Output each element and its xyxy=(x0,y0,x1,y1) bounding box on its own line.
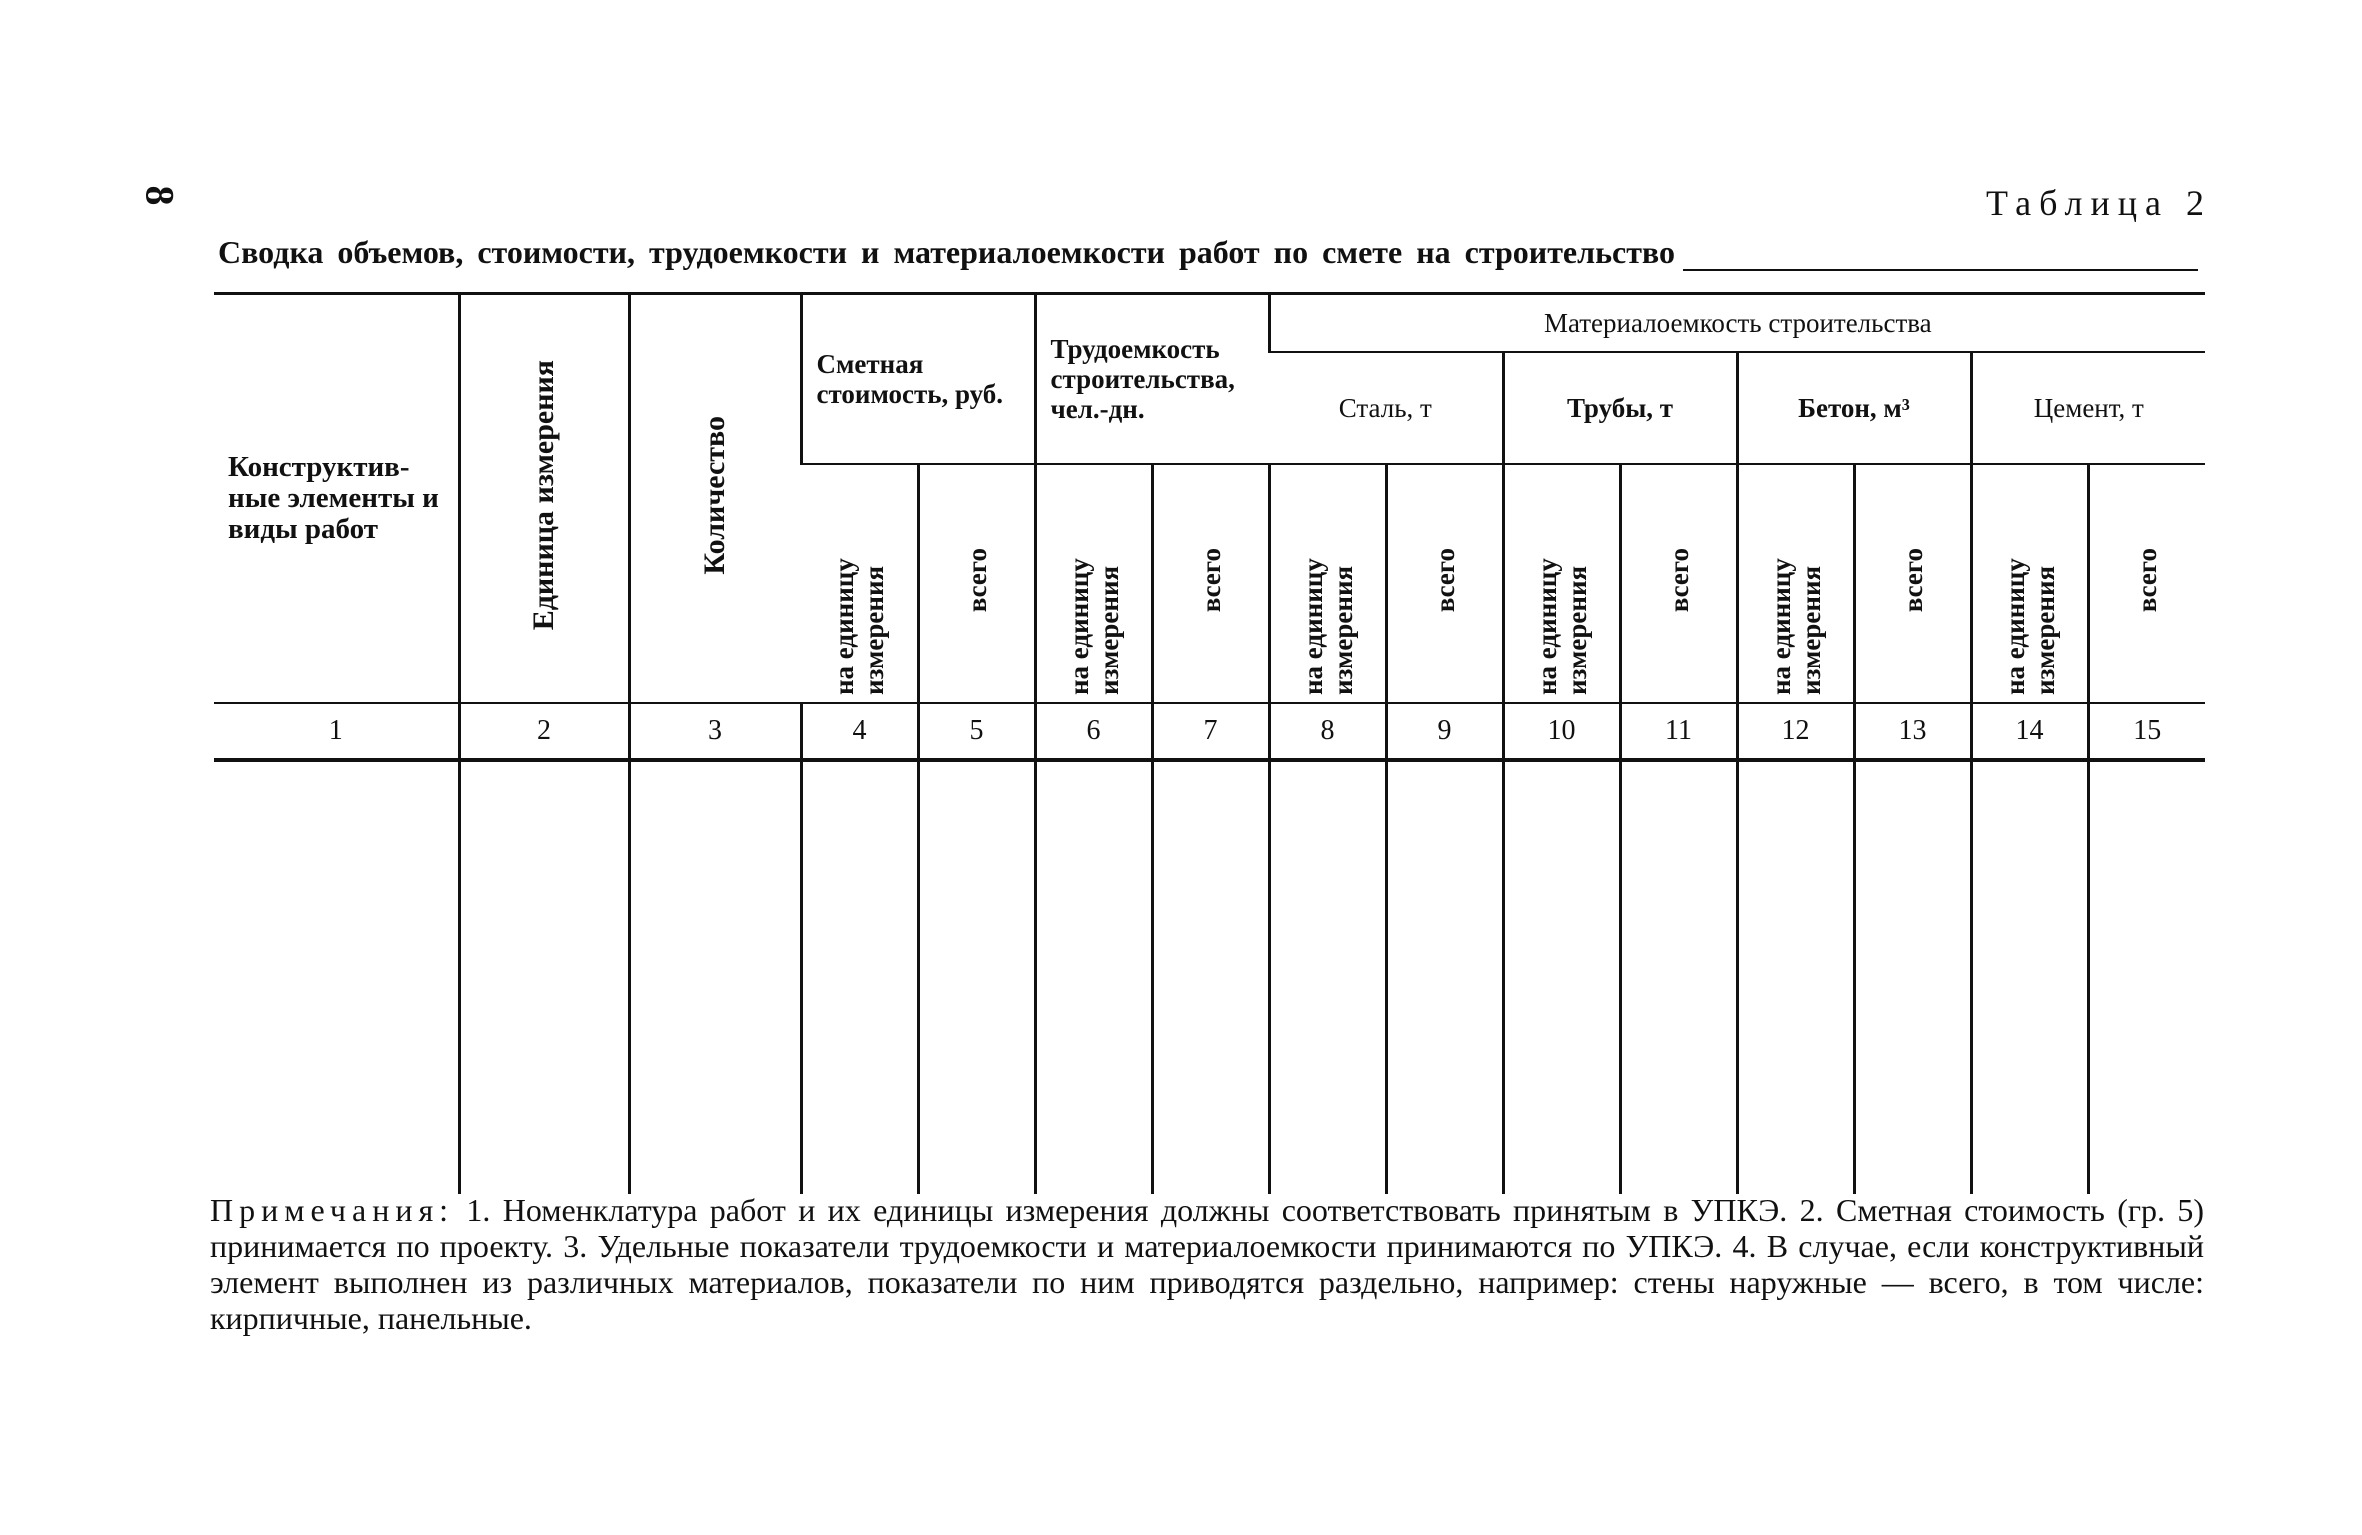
page-number: 8 xyxy=(137,185,183,206)
column-number: 9 xyxy=(1386,703,1503,760)
header-steel-per-unit xyxy=(1269,464,1386,703)
header-unit-text: Единица измерения xyxy=(527,359,560,631)
column-number: 14 xyxy=(1971,703,2088,760)
header-labor-per-unit xyxy=(1035,464,1152,703)
header-steel: Сталь, т xyxy=(1269,352,1503,464)
header-steel-total xyxy=(1386,464,1503,703)
column-number: 12 xyxy=(1737,703,1854,760)
per-unit-label: на единицу измерения xyxy=(1297,558,1358,695)
per-unit-label: на единицу измерения xyxy=(1765,558,1826,695)
column-number: 6 xyxy=(1035,703,1152,760)
total-label: всего xyxy=(961,547,992,613)
header-concrete-per-unit xyxy=(1737,464,1854,703)
body-cell xyxy=(918,760,1035,1194)
column-number: 3 xyxy=(629,703,801,760)
header-cost-total xyxy=(918,464,1035,703)
body-cell xyxy=(1503,760,1620,1194)
table-label: Таблица 2 xyxy=(1986,183,2212,223)
body-cell xyxy=(1035,760,1152,1194)
body-cell xyxy=(801,760,918,1194)
body-cell xyxy=(1152,760,1269,1194)
column-number: 8 xyxy=(1269,703,1386,760)
body-cell xyxy=(1386,760,1503,1194)
header-quantity xyxy=(629,294,801,704)
notes-lead: Примечания: xyxy=(210,1192,455,1228)
total-label: всего xyxy=(1429,547,1460,613)
notes-paragraph xyxy=(210,1192,2204,1336)
header-unit xyxy=(459,294,629,704)
header-concrete-total xyxy=(1854,464,1971,703)
header-cost: Сметная стоимость, руб. xyxy=(801,294,1035,465)
header-pipes-total xyxy=(1620,464,1737,703)
header-cement: Цемент, т xyxy=(1971,352,2205,464)
column-number: 2 xyxy=(459,703,629,760)
header-concrete: Бетон, м³ xyxy=(1737,352,1971,464)
per-unit-label: на единицу измерения xyxy=(1063,558,1124,695)
column-number: 5 xyxy=(918,703,1035,760)
empty-body-row xyxy=(214,760,2205,1194)
header-pipes-per-unit xyxy=(1503,464,1620,703)
body-cell xyxy=(2088,760,2205,1194)
body-cell xyxy=(1620,760,1737,1194)
header-cost-per-unit xyxy=(801,464,918,703)
header-cement-per-unit xyxy=(1971,464,2088,703)
header-cement-total xyxy=(2088,464,2205,703)
header-materials: Материалоемкость строительства xyxy=(1269,294,2205,353)
column-number: 7 xyxy=(1152,703,1269,760)
body-cell xyxy=(1854,760,1971,1194)
title-text: Сводка объемов, стоимости, трудоемкости и материалоемкости работ по смете на строительство xyxy=(218,234,1675,270)
column-number: 13 xyxy=(1854,703,1971,760)
column-number: 1 xyxy=(214,703,459,760)
header-quantity-text: Количество xyxy=(698,415,731,575)
per-unit-label: на единицу измерения xyxy=(1531,558,1592,695)
document-title xyxy=(218,234,2198,271)
column-number: 15 xyxy=(2088,703,2205,760)
body-cell xyxy=(1737,760,1854,1194)
total-label: всего xyxy=(1897,547,1928,613)
summary-table xyxy=(214,292,2205,1194)
header-labor-total xyxy=(1152,464,1269,703)
per-unit-label: на единицу измерения xyxy=(828,558,889,695)
column-number-row xyxy=(214,703,2205,760)
header-labor: Трудоемкость строительства, чел.-дн. xyxy=(1035,294,1269,465)
body-cell xyxy=(629,760,801,1194)
header-elements: Конструктив-ные элементы и виды работ xyxy=(214,294,459,704)
total-label: всего xyxy=(1195,547,1226,613)
notes-text: 1. Номенклатура работ и их единицы измерения должны соответствовать принятым в УПКЭ. 2. Сметная стоимость (гр. 5) принимается по проекту. 3. Удельные показатели трудоемкости и материалоемкости принимаются по УПКЭ. 4. В случае, если конструктивный элемент выполнен из различных материалов, показатели по ним приводятся раздельно, например: стены наружные — всего, в том числе: кирпичные, панельные. xyxy=(210,1192,2205,1336)
header-pipes: Трубы, т xyxy=(1503,352,1737,464)
total-label: всего xyxy=(1663,547,1694,613)
column-number: 4 xyxy=(801,703,918,760)
title-blank-line xyxy=(1683,243,2198,271)
body-cell xyxy=(214,760,459,1194)
body-cell xyxy=(1269,760,1386,1194)
body-cell xyxy=(459,760,629,1194)
per-unit-label: на единицу измерения xyxy=(1999,558,2060,695)
total-label: всего xyxy=(2132,547,2163,613)
column-number: 11 xyxy=(1620,703,1737,760)
column-number: 10 xyxy=(1503,703,1620,760)
body-cell xyxy=(1971,760,2088,1194)
